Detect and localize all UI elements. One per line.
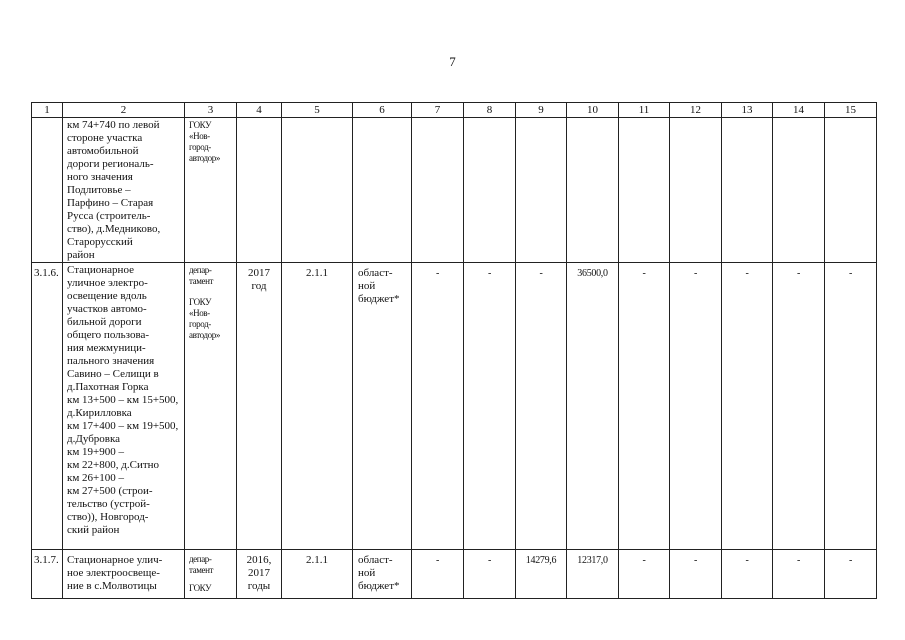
value-cell bbox=[722, 118, 773, 263]
value-cell: - bbox=[773, 263, 825, 550]
row-year-cell bbox=[237, 118, 282, 263]
value-cell: - bbox=[670, 550, 722, 599]
row-source-cell bbox=[353, 118, 412, 263]
value-cell: - bbox=[670, 263, 722, 550]
value-cell: - bbox=[773, 550, 825, 599]
row-year-cell: 2017 год bbox=[237, 263, 282, 550]
value-cell bbox=[670, 118, 722, 263]
value-cell bbox=[516, 118, 567, 263]
row-executor-cell bbox=[185, 550, 237, 599]
executor-text: ГОКУ bbox=[189, 583, 212, 593]
row-executor-cell bbox=[185, 118, 237, 263]
value-cell: - bbox=[412, 263, 464, 550]
value-cell: - bbox=[464, 550, 516, 599]
value-cell: - bbox=[825, 263, 877, 550]
row-name-cell: Стационарное уличное электро- освещение вдоль участков автомо- бильной дороги общего пользова- ния межмуници- пального значения Савино – Селищи в д.Пахотная Горка км 13+500 – км 15+500, д.Кирилловка км 17+400 – км 19+500, д.Дубровка км 19+900 – км 22+800, д.Ситно км 26+100 – км 27+500 (строи- тельство (устрой- ство)), Новгород- ский район bbox=[63, 263, 185, 550]
header-cell: 5 bbox=[282, 103, 353, 118]
header-cell: 7 bbox=[412, 103, 464, 118]
row-name-cell: км 74+740 по левой стороне участка автомобильной дороги региональ- ного значения Подлитовье – Парфино – Старая Русса (строитель- ство), д.Медниково, Старорусский район bbox=[63, 118, 185, 263]
row-number-cell bbox=[32, 118, 63, 263]
value-cell: 12317,0 bbox=[567, 550, 619, 599]
value-cell: 14279,6 bbox=[516, 550, 567, 599]
header-cell: 12 bbox=[670, 103, 722, 118]
value-cell: - bbox=[516, 263, 567, 550]
row-number-cell: 3.1.6. bbox=[32, 263, 63, 550]
header-cell: 8 bbox=[464, 103, 516, 118]
row-year-cell: 2016, 2017 годы bbox=[237, 550, 282, 599]
row-name-cell: Стационарное улич- ное электроосвеще- ние в с.Молвотицы bbox=[63, 550, 185, 599]
value-cell: - bbox=[722, 550, 773, 599]
value-cell: - bbox=[464, 263, 516, 550]
table-row bbox=[32, 118, 877, 263]
executor-text: ГОКУ «Нов- город- автодор» bbox=[189, 120, 220, 163]
value-cell bbox=[567, 118, 619, 263]
value-cell bbox=[773, 118, 825, 263]
executor-text: ГОКУ «Нов- город- автодор» bbox=[189, 297, 220, 340]
value-cell: - bbox=[722, 263, 773, 550]
header-cell: 1 bbox=[32, 103, 63, 118]
row-code-cell: 2.1.1 bbox=[282, 550, 353, 599]
value-cell: - bbox=[619, 550, 670, 599]
page-number: 7 bbox=[449, 54, 456, 69]
executor-text: депар- тамент bbox=[189, 554, 214, 575]
value-cell: - bbox=[825, 550, 877, 599]
value-cell bbox=[464, 118, 516, 263]
header-cell: 6 bbox=[353, 103, 412, 118]
value-cell: 36500,0 bbox=[567, 263, 619, 550]
value-cell bbox=[825, 118, 877, 263]
value-cell bbox=[412, 118, 464, 263]
header-cell: 14 bbox=[773, 103, 825, 118]
header-cell: 9 bbox=[516, 103, 567, 118]
header-cell: 11 bbox=[619, 103, 670, 118]
table-header-row bbox=[32, 103, 877, 118]
executor-text: депар- тамент bbox=[189, 265, 214, 286]
row-executor-cell bbox=[185, 263, 237, 550]
header-cell: 10 bbox=[567, 103, 619, 118]
header-cell: 13 bbox=[722, 103, 773, 118]
table-row bbox=[32, 550, 877, 599]
header-cell: 15 bbox=[825, 103, 877, 118]
value-cell: - bbox=[619, 263, 670, 550]
row-source-cell: област- ной бюджет* bbox=[353, 550, 412, 599]
value-cell: - bbox=[412, 550, 464, 599]
budget-table bbox=[31, 102, 877, 599]
row-number-cell: 3.1.7. bbox=[32, 550, 63, 599]
header-cell: 4 bbox=[237, 103, 282, 118]
row-code-cell: 2.1.1 bbox=[282, 263, 353, 550]
row-source-cell: област- ной бюджет* bbox=[353, 263, 412, 550]
header-cell: 2 bbox=[63, 103, 185, 118]
row-code-cell bbox=[282, 118, 353, 263]
header-cell: 3 bbox=[185, 103, 237, 118]
table-row bbox=[32, 263, 877, 550]
value-cell bbox=[619, 118, 670, 263]
